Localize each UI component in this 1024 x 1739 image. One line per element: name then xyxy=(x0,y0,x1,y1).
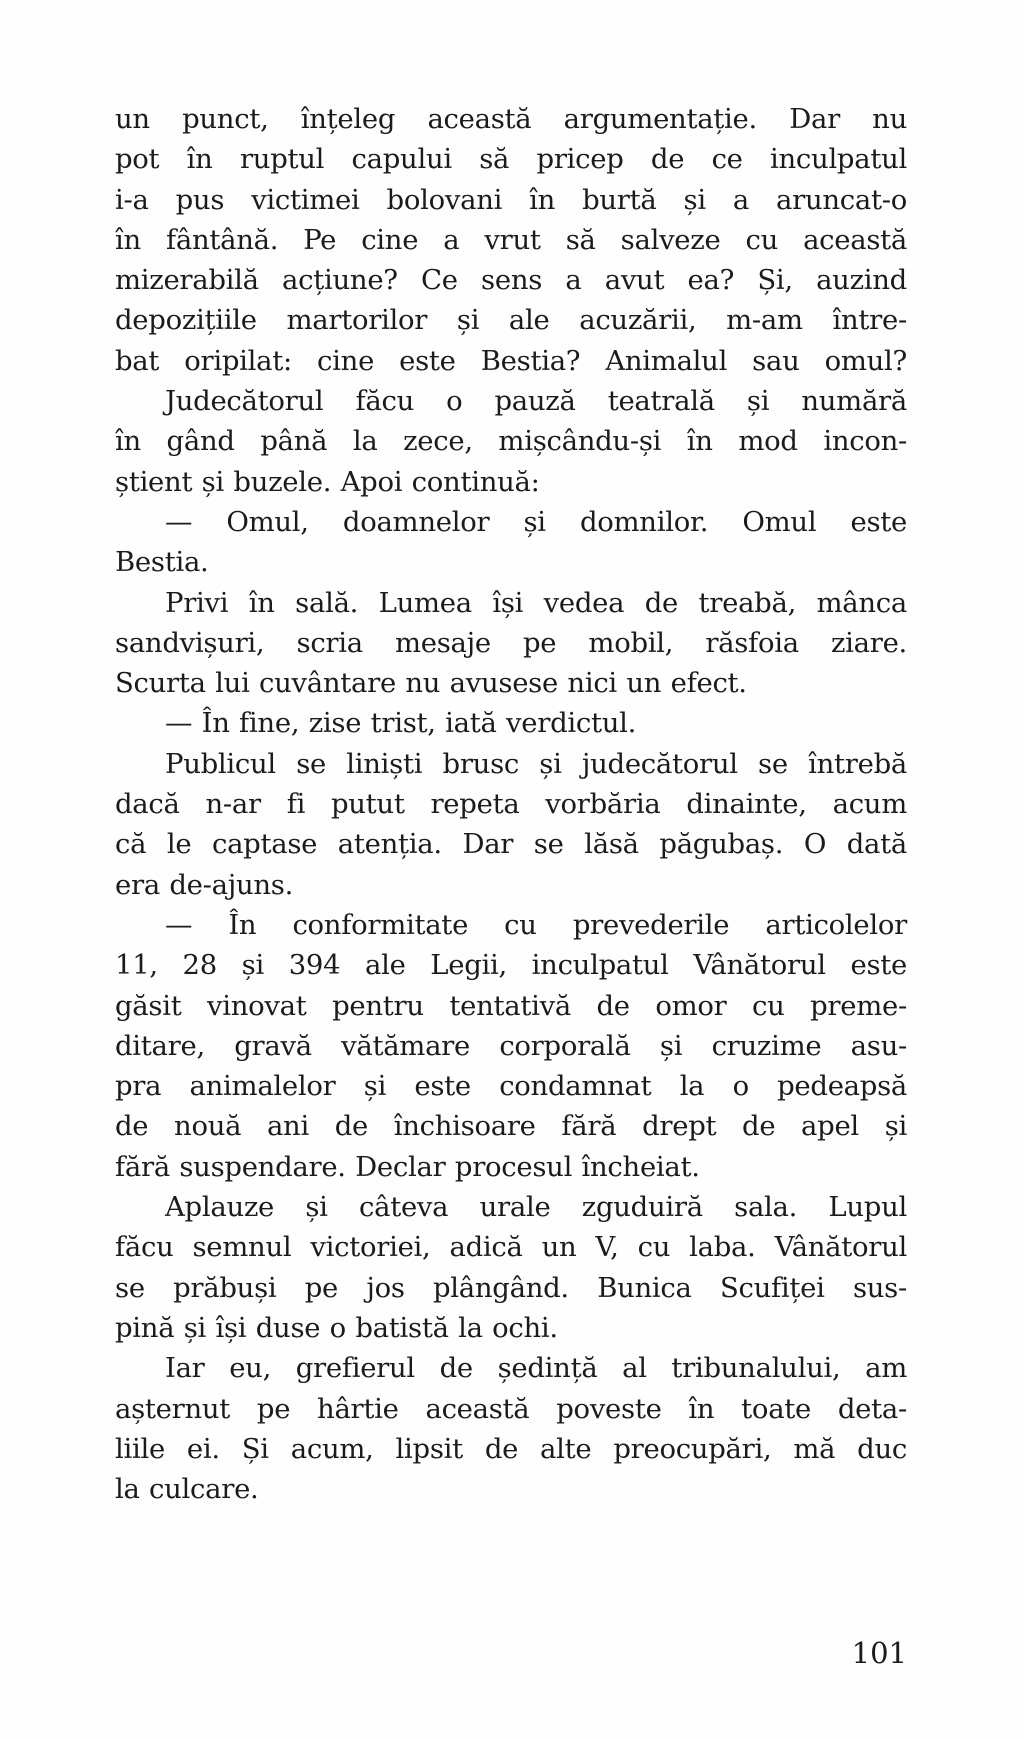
text-line: de nouă ani de închisoare fără drept de apel și xyxy=(115,1110,907,1143)
text-line: — În fine, zise trist, iată verdictul. xyxy=(165,707,637,740)
text-line: la culcare. xyxy=(115,1473,259,1506)
text-line: Bestia. xyxy=(115,546,209,579)
body-text xyxy=(115,99,907,1509)
text-line: știent și buzele. Apoi continuă: xyxy=(115,465,540,498)
text-line: fără suspendare. Declar procesul încheiat. xyxy=(115,1150,700,1183)
text-line: găsit vinovat pentru tentativă de omor cu preme- xyxy=(115,989,907,1022)
text-line: se prăbuși pe jos plângând. Bunica Scufiței sus- xyxy=(115,1271,907,1304)
text-line: pină și își duse o batistă la ochi. xyxy=(115,1311,558,1344)
page-number: 101 xyxy=(851,1636,907,1670)
text-line: depozițiile martorilor și ale acuzării, m-am între- xyxy=(115,304,907,337)
text-line: ditare, gravă vătămare corporală și cruzime asu- xyxy=(115,1029,907,1062)
text-line: sandvișuri, scria mesaje pe mobil, răsfoia ziare. xyxy=(115,626,907,659)
text-line: în fântână. Pe cine a vrut să salveze cu această xyxy=(115,223,907,256)
text-line: — În conformitate cu prevederile articolelor xyxy=(165,908,907,941)
text-line: că le captase atenția. Dar se lăsă păgubaș. O dată xyxy=(115,828,907,861)
text-line: în gând până la zece, mișcându-și în mod incon- xyxy=(115,425,907,458)
text-line: bat oripilat: cine este Bestia? Animalul sau omul? xyxy=(115,344,907,377)
text-line: — Omul, doamnelor și domnilor. Omul este xyxy=(165,505,907,538)
text-line: așternut pe hârtie această poveste în toate deta- xyxy=(115,1392,907,1425)
text-line: 11, 28 și 394 ale Legii, inculpatul Vânătorul este xyxy=(115,949,907,982)
text-line: Scurta lui cuvântare nu avusese nici un efect. xyxy=(115,667,747,700)
text-line: Publicul se liniști brusc și judecătorul se întrebă xyxy=(165,747,907,780)
text-line: făcu semnul victoriei, adică un V, cu laba. Vânătorul xyxy=(115,1231,907,1264)
text-line: pra animalelor și este condamnat la o pedeapsă xyxy=(115,1070,907,1103)
text-line: liile ei. Și acum, lipsit de alte preocupări, mă duc xyxy=(115,1432,907,1465)
text-line: era de-ajuns. xyxy=(115,868,294,901)
text-line: dacă n-ar fi putut repeta vorbăria dinainte, acum xyxy=(115,788,907,821)
text-line: mizerabilă acțiune? Ce sens a avut ea? Și, auzind xyxy=(115,264,907,297)
text-line: un punct, înțeleg această argumentație. Dar nu xyxy=(115,103,907,135)
text-line: Privi în sală. Lumea își vedea de treabă, mânca xyxy=(165,586,907,619)
text-line: Judecătorul făcu o pauză teatrală și numără xyxy=(165,385,907,418)
text-line: pot în ruptul capului să pricep de ce inculpatul xyxy=(115,143,907,176)
text-line: Aplauze și câteva urale zguduiră sala. Lupul xyxy=(165,1191,907,1224)
text-line: i-a pus victimei bolovani în burtă și a aruncat-o xyxy=(115,183,907,216)
text-line: Iar eu, grefierul de ședință al tribunalului, am xyxy=(165,1352,907,1385)
